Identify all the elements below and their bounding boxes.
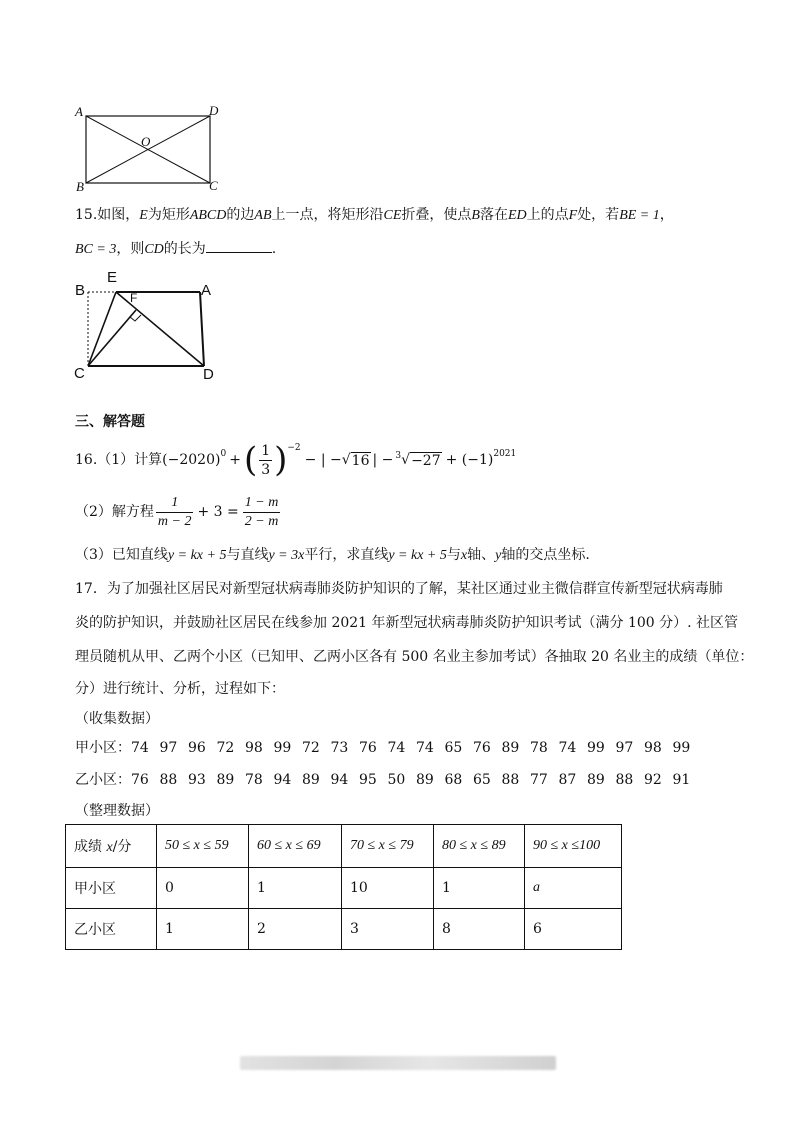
q16-text: 轴的交点坐标.: [501, 547, 590, 563]
yi-score: 77: [530, 772, 548, 788]
yi-score: 89: [416, 772, 434, 788]
jia-score: 76: [359, 740, 377, 756]
yi-score: 94: [273, 772, 292, 788]
yi-score: 89: [302, 772, 320, 788]
table-row: [66, 909, 622, 950]
fraction-denominator: 2 − m: [244, 513, 279, 529]
q16-abs-close: | −: [372, 452, 394, 468]
jia-score: 98: [245, 740, 263, 756]
table-cell: 8: [434, 909, 525, 950]
q16-part1-label: 16.（1）计算: [75, 452, 163, 468]
q16-var-y: y: [495, 548, 502, 563]
jia-label: 甲小区：: [75, 740, 131, 756]
jia-score: 74: [416, 740, 434, 756]
q15-var-e: E: [139, 208, 148, 223]
jia-score: 97: [615, 740, 634, 756]
figure2-label-e: E: [107, 269, 118, 286]
q17-line4: 分）进行统计、分析，过程如下：: [75, 681, 285, 697]
q15-text: 为矩形: [147, 207, 190, 223]
q17-line3: 理员随机从甲、乙两个小区（已知甲、乙两小区各有 500 名业主参加考试）各抽取 20 名业主的成绩（单位：: [75, 649, 754, 665]
figure-rectangle-diagonals: [70, 100, 230, 200]
q16-line-eq1: y = kx + 5: [167, 548, 227, 563]
jia-score: 99: [672, 740, 691, 756]
yi-score: 93: [188, 772, 206, 788]
fraction-numerator: 1: [156, 494, 194, 513]
q15-text: 处，若: [577, 207, 620, 223]
yi-score: 87: [558, 772, 577, 788]
yi-score: 89: [216, 772, 235, 788]
q15-text: .: [271, 241, 277, 257]
q15-line2: [75, 238, 276, 260]
table-row-label: 甲小区: [66, 868, 157, 909]
yi-score: 50: [387, 772, 406, 788]
jia-score: 76: [473, 740, 491, 756]
yi-scores-row: [75, 770, 701, 790]
grade-distribution-table: [65, 824, 622, 950]
q16-cbrt-index: 3: [395, 451, 402, 461]
fraction-denominator: m − 2: [157, 513, 192, 529]
q16-part2-label: （2）解方程: [75, 504, 154, 520]
q16-tail: + (−1): [445, 452, 494, 468]
fraction-numerator: 1 − m: [243, 494, 281, 513]
jia-score: 74: [387, 740, 406, 756]
segment-ad: [200, 292, 204, 366]
table-cell: 2: [249, 909, 342, 950]
table-cell: 1: [434, 868, 525, 909]
q16-minus-abs: − | −: [304, 452, 342, 468]
figure1-label-c: C: [209, 178, 218, 193]
q15-var-ab: AB: [254, 208, 272, 223]
right-paren: ): [274, 440, 288, 480]
table-header-cell: [66, 825, 157, 868]
jia-score-list: [131, 738, 701, 758]
table-cell: 1: [249, 868, 342, 909]
table-row-label: 乙小区: [66, 909, 157, 950]
section-heading: 三、解答题: [75, 414, 145, 430]
table-row: [66, 868, 622, 909]
q16-term-2020: (−2020): [162, 452, 221, 468]
table-cell: 6: [525, 909, 622, 950]
yi-score: 65: [473, 772, 491, 788]
table-header-row: [66, 825, 622, 868]
yi-score: 91: [672, 772, 691, 788]
q16-part1: [75, 440, 516, 480]
yi-score: 89: [587, 772, 605, 788]
q16-exp-0: 0: [220, 449, 227, 459]
table-cell: 10: [342, 868, 434, 909]
jia-score: 96: [188, 740, 206, 756]
yi-score: 94: [330, 772, 349, 788]
q16-plus: +: [229, 452, 241, 468]
q16-exp-2021: 2021: [493, 449, 517, 459]
q16-sqrt-16: 16: [351, 452, 370, 469]
jia-score: 72: [302, 740, 320, 756]
fraction-denominator: 3: [261, 461, 271, 478]
q15-text: ，则: [116, 241, 145, 257]
collect-data-title: （收集数据）: [75, 711, 159, 727]
jia-score: 74: [131, 740, 149, 756]
q16-line-eq2: y = 3x: [268, 548, 305, 563]
q15-var-f: F: [568, 208, 578, 223]
figure1-label-o: O: [141, 134, 151, 149]
q15-text: ，: [659, 207, 674, 223]
jia-score: 98: [644, 740, 662, 756]
q16-part2: [75, 492, 282, 532]
q17-line1: 17．为了加强社区居民对新型冠状病毒肺炎防护知识的了解，某社区通过业主微信群宣传新型冠状病毒肺: [75, 581, 723, 597]
q15-condition-bc: BC = 3: [75, 242, 117, 257]
answer-blank: [206, 238, 272, 253]
q15-var-b: B: [471, 208, 480, 223]
q16-text: 与: [446, 547, 461, 563]
table-cell: a: [525, 868, 622, 909]
yi-score: 88: [501, 772, 520, 788]
q15-text: 的长为: [163, 241, 206, 257]
figure1-label-b: B: [76, 179, 84, 194]
jia-score: 74: [558, 740, 577, 756]
table-header-range: 70 ≤ x ≤ 79: [342, 825, 434, 868]
organize-data-title: （整理数据）: [75, 803, 159, 819]
q15-text: 落在: [479, 207, 508, 223]
table-cell: 1: [157, 909, 249, 950]
cbrt-sign: √: [401, 452, 411, 468]
header-unit: /分: [112, 839, 132, 855]
q16-text: 与直线: [226, 547, 269, 563]
q17-line2: 炎的防护知识，并鼓励社区居民在线参加 2021 年新型冠状病毒肺炎防护知识考试（满分 100 分）. 社区管: [75, 615, 739, 631]
table-header-range: 80 ≤ x ≤ 89: [434, 825, 525, 868]
jia-scores-row: [75, 738, 701, 758]
q16-line-eq3: y = kx + 5: [388, 548, 447, 563]
jia-score: 99: [273, 740, 292, 756]
yi-score: 92: [644, 772, 662, 788]
header-label: 成绩: [74, 839, 102, 855]
figure2-label-f: F: [130, 291, 138, 305]
figure1-label-a: A: [75, 104, 83, 119]
jia-score: 72: [216, 740, 235, 756]
jia-score: 78: [530, 740, 548, 756]
q16-exp-neg2: −2: [287, 443, 301, 453]
yi-score: 88: [615, 772, 634, 788]
blurred-footer-watermark: [240, 1056, 556, 1070]
q15-var-cd: CD: [144, 242, 164, 257]
header-var: x: [106, 840, 113, 855]
left-paren: (: [243, 440, 258, 480]
yi-score: 88: [159, 772, 178, 788]
q15-var-abcd: ABCD: [189, 208, 227, 223]
yi-score-list: [131, 770, 701, 790]
q15-text: 上一点，将矩形沿: [271, 207, 384, 223]
q15-text: 的边: [226, 207, 255, 223]
yi-label: 乙小区：: [75, 772, 131, 788]
q16-plus-three: + 3 =: [197, 504, 239, 520]
yi-score: 68: [444, 772, 463, 788]
q16-text: 平行，求直线: [304, 547, 389, 563]
figure2-label-b: B: [75, 282, 86, 299]
yi-score: 78: [245, 772, 263, 788]
q15-text: 折叠，使点: [401, 207, 472, 223]
sqrt-sign: √: [341, 452, 351, 468]
table-header-range: 60 ≤ x ≤ 69: [249, 825, 342, 868]
jia-score: 97: [159, 740, 178, 756]
q16-text: （3）已知直线: [75, 547, 168, 563]
q15-line1: [75, 205, 674, 226]
yi-score: 95: [359, 772, 377, 788]
jia-score: 65: [444, 740, 463, 756]
fraction-numerator: 1: [261, 442, 271, 459]
q15-condition-be: BE = 1: [619, 208, 660, 223]
segment-cf: [88, 310, 136, 366]
table-cell: 0: [157, 868, 249, 909]
q16-var-x: x: [460, 548, 468, 563]
q16-fraction-right: [243, 494, 281, 531]
q16-part3: [75, 545, 590, 566]
figure2-label-d: D: [203, 366, 214, 383]
q15-var-ce: CE: [383, 208, 402, 223]
q15-number: 15.: [75, 207, 98, 223]
q16-cbrt-neg27: −27: [411, 452, 441, 469]
table-header-range: 50 ≤ x ≤ 59: [157, 825, 249, 868]
segment-ce: [88, 292, 116, 366]
table-cell: 3: [342, 909, 434, 950]
jia-score: 73: [330, 740, 349, 756]
figure1-label-d: D: [209, 103, 219, 118]
jia-score: 89: [501, 740, 520, 756]
q16-fraction-third: [259, 442, 272, 479]
q15-text: 上的点: [526, 207, 569, 223]
jia-score: 99: [587, 740, 605, 756]
q16-fraction-left: [156, 494, 194, 531]
table-header-range: 90 ≤ x ≤100: [525, 825, 622, 868]
figure2-label-a: A: [201, 282, 212, 299]
q15-var-ed: ED: [507, 208, 527, 223]
yi-score: 76: [131, 772, 149, 788]
q16-text: 轴、: [467, 547, 496, 563]
figure2-label-c: C: [74, 365, 85, 382]
q15-text: 如图，: [97, 207, 140, 223]
